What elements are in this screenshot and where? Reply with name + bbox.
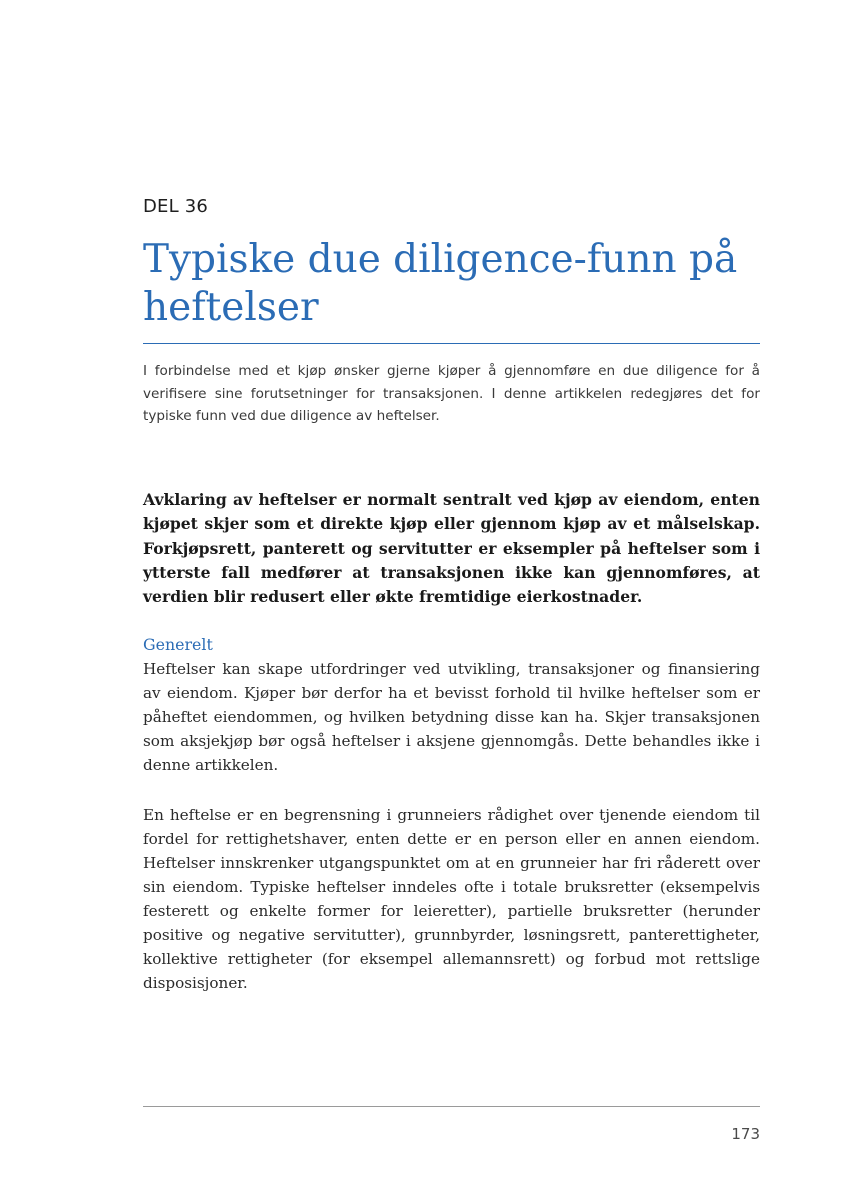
article-ingress: Avklaring av heftelser er normalt sentralt ved kjøp av eiendom, enten kjøpet skjer som et direkte kjøp eller gjennom kjøp av et målselskap. Forkjøpsrett, panterett og servitutter er eksempler på heftelser som i ytterste fall medfører at transaksjonen ikke kan gjennomføres, at verdien blir redusert eller økte fremtidige eierkostnader. (143, 490, 760, 607)
page (143, 0, 760, 1200)
article-lead: I forbindelse med et kjøp ønsker gjerne kjøper å gjennomføre en due diligence for å verifisere sine forutsetninger for transaksjonen. I denne artikkelen redegjøres det for typiske funn ved due diligence av heftelser. (143, 363, 760, 424)
page-number: 173 (731, 1125, 760, 1143)
title-divider (143, 343, 760, 344)
part-label: DEL 36 (143, 196, 209, 217)
body-paragraph: Heftelser kan skape utfordringer ved utvikling, transaksjoner og finansiering av eiendom. Kjøper bør derfor ha et bevisst forhold til hvilke heftelser som er påheftet eiendommen, og hvilken betydning disse kan ha. Skjer transaksjonen som aksjekjøp bør også heftelser i aksjene gjennomgås. Dette behandles ikke i denne artikkelen. (143, 660, 760, 774)
article-title: Typiske due diligence-funn på heftelser (143, 237, 738, 330)
footer-divider (143, 1106, 760, 1107)
section-heading: Generelt (143, 635, 213, 654)
body-paragraph: En heftelse er en begrensning i grunneiers rådighet over tjenende eiendom til fordel for rettighetshaver, enten dette er en person eller en annen eiendom. Heftelser innskrenker utgangspunktet om at en grunneier har fri råderett over sin eiendom. Typiske heftelser inndeles ofte i totale bruksretter (eksempelvis festerett og enkelte former for leieretter), partielle bruksretter (herunder positive og negative servitutter), grunnbyrder, løsningsrett, panterettigheter, kollektive rettigheter (for eksempel allemannsrett) og forbud mot rettslige disposisjoner. (143, 806, 760, 992)
